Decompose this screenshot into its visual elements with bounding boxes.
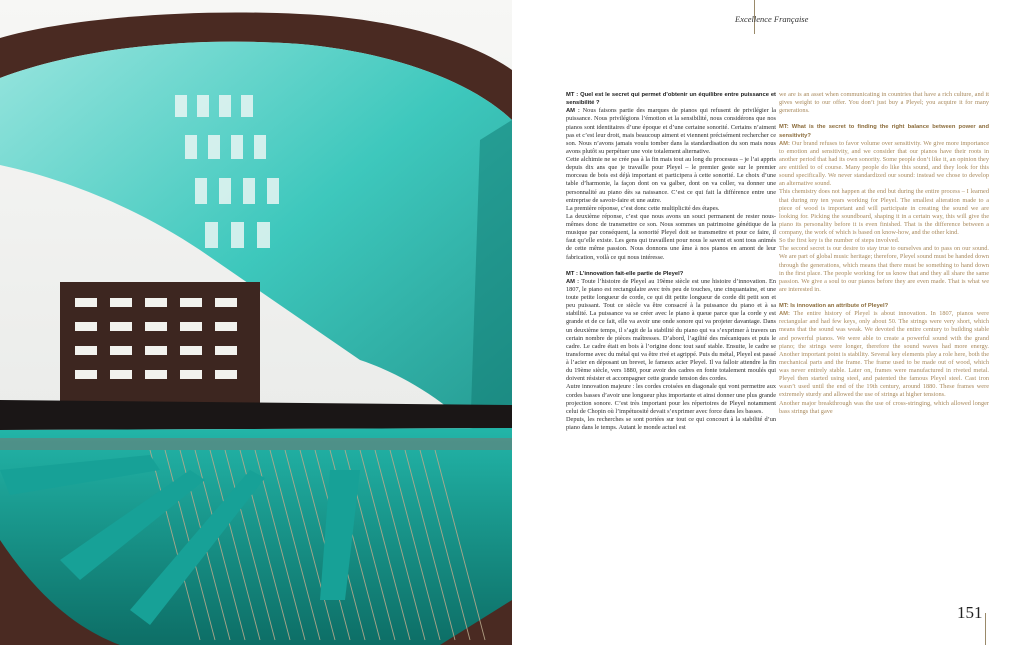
body-paragraph: Cette alchimie ne se crée pas à la fin mais tout au long du processus – je l’ai appris depuis dix ans que je travaille pour Pleyel – le premier geste sur le premier morceau de bois est déjà important et participera à cette sonorité. Le choix d’une table d’harmonie, la façon dont on va galber, dont on va coller, va donner une personnalité au piano dès sa naissance. C’est ce qui fait la différence entre une entreprise de savoir-faire et une autre. bbox=[566, 156, 776, 204]
interview-answer bbox=[779, 310, 989, 399]
interview-answer bbox=[566, 278, 776, 384]
paragraph-spacer bbox=[779, 115, 989, 123]
body-paragraph: Another major breakthrough was the use of cross-stringing, which allowed longer bass strings that gave bbox=[779, 399, 989, 415]
footer-divider bbox=[985, 613, 986, 645]
answer-text: Nous faisons partie des marques de pianos qui refusent de privilégier la puissance. Nous privilégions l’émotion et la sensibilité, nous considérons que nos pianos sont identitaires d’une époque et d’une certaine sonorité. Certains n’aiment pas et c’est leur droit, mais beaucoup aiment et viennent précisément rechercher ce son. Nous n’avons jamais voulu tomber dans la standardisation du son mais nous avons plutôt su perpétuer une voie totalement alternative. bbox=[566, 107, 776, 155]
body-paragraph: This chemistry does not happen at the end but during the entire process – I learned that during my ten years working for Pleyel. The smallest alteration made to a piece of wood is important and will participate in creating the sound we are looking for. Picking the soundboard, shaping it in a certain way, this will give the piano its personality before it is even finished. That is the difference between a company, the work of which is based on know-how, and the other kind. bbox=[779, 188, 989, 236]
interview-question: MT : Quel est le secret qui permet d’obtenir un équilibre entre puissance et sensibilité ? bbox=[566, 92, 776, 107]
page-number: 151 bbox=[957, 603, 983, 622]
section-title: Excellence Française bbox=[735, 14, 809, 24]
answer-text: The entire history of Pleyel is about innovation. In 1807, pianos were rectangular and had few keys, only about 50. The strings were very short, which means that the sound was weak. We devoted the entire century to building stable and powerful pianos. We were able to create a powerful sound with the grand piano; the strings were longer, therefore the sound waves had more energy. Another important point is stability. Several key elements play a role here, both the mechanical parts and the frame. The frame used to be made out of wood, which was never entirely stable. Later on, frames were manufactured in riveted metal. Pleyel then started using steel, and patented the famous Pleyel steel. Cast iron wasn’t used until the end of the 19th century, around 1880. These frames were extremely sturdy and allowed the use of strings at higher tensions. bbox=[779, 310, 989, 399]
speaker-label: AM: bbox=[779, 311, 794, 318]
paragraph-spacer bbox=[779, 294, 989, 302]
body-paragraph: Autre innovation majeure : les cordes croisées en diagonale qui vont permettre aux cordes basses d’avoir une longueur plus importante et ainsi donner une plus grande projection sonore. C’est très important pour les répertoires de Pleyel notamment celui de Chopin où l’impétuosité devait s’exprimer avec force dans les basses. bbox=[566, 383, 776, 415]
interview-answer bbox=[566, 107, 776, 156]
speaker-label: AM: bbox=[779, 140, 792, 147]
answer-text: Our brand refuses to favor volume over sensitivity. We give more importance to emotion and sensitivity, and we consider that our pianos have their roots in another period that had its own sonority. Some people don’t like it, an opinion they are entitled to of course. Many people do like this sound, and they look for this sound specifically. We never standardized our sound: instead we chose to develop an alternative sound. bbox=[779, 139, 989, 188]
interview-question: MT: What is the secret to finding the right balance between power and sensitivity? bbox=[779, 124, 989, 139]
body-paragraph: we are is an asset when communicating in countries that have a rich culture, and it gives weight to our offer. You don’t just buy a Pleyel; you acquire it for many generations. bbox=[779, 91, 989, 115]
paragraph-spacer bbox=[566, 262, 776, 270]
interview-answer bbox=[779, 140, 989, 189]
body-paragraph: So the first key is the number of steps involved. bbox=[779, 237, 900, 245]
body-paragraph: Depuis, les recherches se sont portées sur tout ce qui concourt à la stabilité d’un piano dans le temps. Autant le monde actuel est bbox=[566, 415, 776, 431]
french-interview-column bbox=[566, 91, 776, 591]
answer-text: Toute l’histoire de Pleyel au 19ème siècle est une histoire d’innovation. En 1807, le piano est rectangulaire avec très peu de touches, une cinquantaine, et une toute petite longueur de corde, ce qui dit petite longueur de corde dit petit son et peu puissant. Tout ce siècle va être consacré à la puissance du piano et à sa stabilité. La puissance va se créer avec le piano à queue parce que la corde y est grande et de ce fait, elle va avoir une onde sonore qui va projeter davantage. Dans un deuxième temps, il s’agit de la stabilité du piano qui va s’exprimer à travers un certain nombre de pièces maîtresses. D’abord, l’agilité des mécaniques et puis le cadre. Le cadre était en bois à l’origine donc tout sauf stable. Ensuite, le cadre se transforme avec du métal qui va être rivé et agrippé. Puis du métal, Pleyel est passé à l’acier en déposant un brevet, le fameux acier Pleyel. Il va falloir attendre la fin du 19ème siècle, vers 1880, pour avoir des cadres en fonte totalement moulés qui doivent résister et accompagner cette grande tension des cordes. bbox=[566, 277, 776, 383]
speaker-label: AM : bbox=[566, 278, 582, 285]
body-paragraph: La première réponse, c’est donc cette multiplicité des étapes. bbox=[566, 204, 720, 212]
body-paragraph: La deuxième réponse, c’est que nous avons un souci permanent de rester nous-mêmes donc de transmettre ce son. Nous sommes un patrimoine génétique de la musique par conséquent, la sonorité Pleyel doit se transmettre et pour ce faire, il faut qu’elle existe. Les gens qui travaillent pour nous le savent et sont tous animés de cette même passion. Nous donnons une âme à nos pianos en amont de leur fabrication, voilà ce qui nous intéresse. bbox=[566, 212, 776, 261]
interview-question: MT: Is innovation an attribute of Pleyel? bbox=[779, 303, 889, 309]
interview-question: MT : L’innovation fait-elle partie de Pleyel? bbox=[566, 270, 684, 277]
english-interview-column bbox=[779, 91, 989, 591]
body-paragraph: The second secret is our desire to stay true to ourselves and to pass on our sound. We are part of global music heritage; therefore, Pleyel sound must be handed down through the generations, which means that there must be something to hand down in the first place. The people working for us know that and they all share the same passion. We give a soul to our pianos before they are even made. That is what we are interested in. bbox=[779, 245, 989, 293]
speaker-label: AM : bbox=[566, 108, 583, 115]
